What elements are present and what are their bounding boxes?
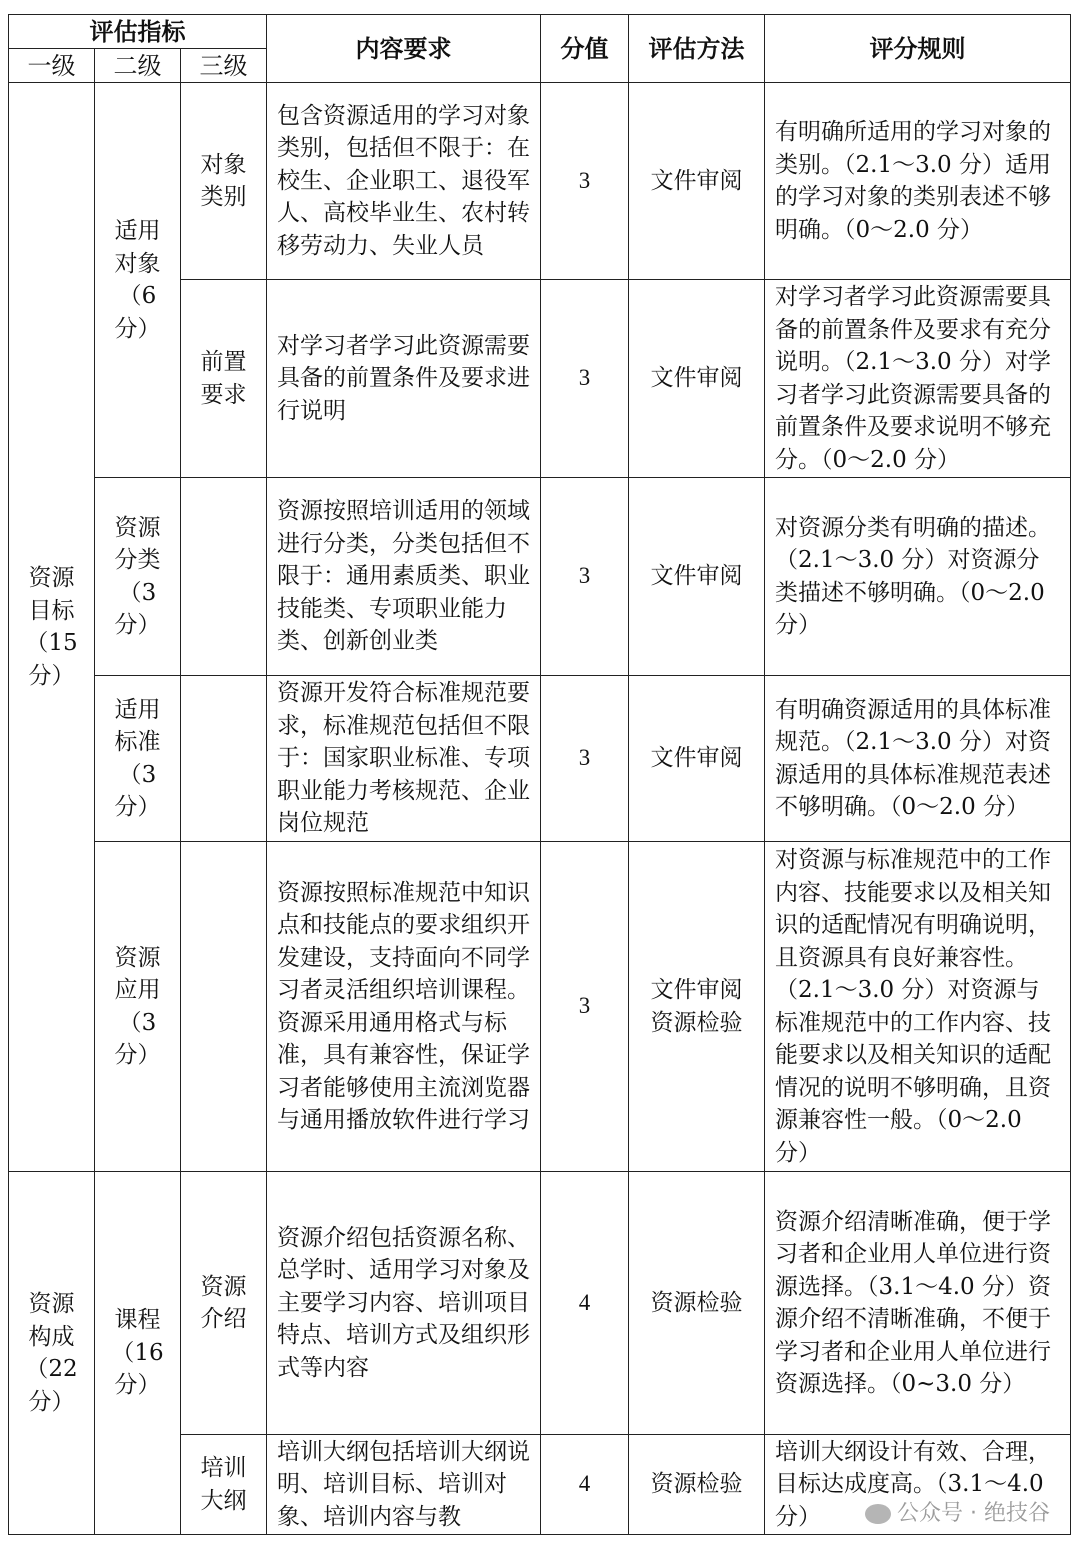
content-cell: 资源开发符合标准规范要求，标准规范包括但不限于：国家职业标准、专项职业能力考核规范、企业岗位规范 bbox=[267, 676, 541, 842]
header-score: 分值 bbox=[541, 15, 629, 83]
score-cell: 3 bbox=[541, 676, 629, 842]
header-level3: 三级 bbox=[181, 49, 267, 83]
score-cell: 3 bbox=[541, 280, 629, 478]
rule-cell: 资源介绍清晰准确，便于学习者和企业用人单位进行资源选择。（3.1～4.0 分）资源介绍不清晰准确，不便于学习者和企业用人单位进行资源选择。（0~3.0 分） bbox=[765, 1172, 1071, 1435]
method-cell: 文件审阅 bbox=[629, 676, 765, 842]
table-row bbox=[9, 478, 1071, 676]
score-cell: 4 bbox=[541, 1172, 629, 1435]
score-cell: 3 bbox=[541, 842, 629, 1172]
level1-resource-goal: 资源 目标 （15 分） bbox=[9, 83, 95, 1172]
content-cell: 资源按照标准规范中知识点和技能点的要求组织开发建设，支持面向不同学习者灵活组织培训课程。资源采用通用格式与标准，具有兼容性，保证学习者能够使用主流浏览器与通用播放软件进行学习 bbox=[267, 842, 541, 1172]
table-row bbox=[9, 1172, 1071, 1435]
rule-cell: 有明确所适用的学习对象的类别。（2.1～3.0 分）适用的学习对象的类别表述不够明确。（0～2.0 分） bbox=[765, 83, 1071, 280]
level3-empty-cell bbox=[181, 842, 267, 1172]
level3-cell: 资源 介绍 bbox=[181, 1172, 267, 1435]
rule-cell: 对资源与标准规范中的工作内容、技能要求以及相关知识的适配情况有明确说明，且资源具有良好兼容性。（2.1～3.0 分）对资源与标准规范中的工作内容、技能要求以及相关知识的适配情况的说明不够明确，且资源兼容性一般。（0～2.0 分） bbox=[765, 842, 1071, 1172]
header-level1: 一级 bbox=[9, 49, 95, 83]
rule-cell: 培训大纲设计有效、合理，目标达成度高。（3.1～4.0 分） bbox=[765, 1435, 1071, 1535]
content-cell: 资源按照培训适用的领域进行分类，分类包括但不限于：通用素质类、职业技能类、专项职业能力类、创新创业类 bbox=[267, 478, 541, 676]
content-cell: 资源介绍包括资源名称、总学时、适用学习对象及主要学习内容、培训项目特点、培训方式及组织形式等内容 bbox=[267, 1172, 541, 1435]
content-cell: 对学习者学习此资源需要具备的前置条件及要求进行说明 bbox=[267, 280, 541, 478]
header-row-1 bbox=[9, 15, 1071, 49]
table-row bbox=[9, 842, 1071, 1172]
header-method: 评估方法 bbox=[629, 15, 765, 83]
level3-cell: 培训 大纲 bbox=[181, 1435, 267, 1535]
method-cell: 文件审阅 bbox=[629, 478, 765, 676]
method-cell: 文件审阅 bbox=[629, 83, 765, 280]
method-cell: 文件审阅 bbox=[629, 280, 765, 478]
score-cell: 3 bbox=[541, 478, 629, 676]
watermark-text: 公众号 · 绝技谷 bbox=[897, 1501, 1050, 1526]
level2-application: 资源 应用 （3 分） bbox=[95, 842, 181, 1172]
level3-empty-cell bbox=[181, 478, 267, 676]
rule-cell: 对资源分类有明确的描述。（2.1～3.0 分）对资源分类描述不够明确。（0～2.0 分） bbox=[765, 478, 1071, 676]
level2-target: 适用 对象 （6 分） bbox=[95, 83, 181, 478]
method-cell: 资源检验 bbox=[629, 1435, 765, 1535]
table-row bbox=[9, 83, 1071, 280]
level3-cell: 对象 类别 bbox=[181, 83, 267, 280]
score-cell: 4 bbox=[541, 1435, 629, 1535]
content-cell: 包含资源适用的学习对象类别，包括但不限于：在校生、企业职工、退役军人、高校毕业生、农村转移劳动力、失业人员 bbox=[267, 83, 541, 280]
rule-cell: 有明确资源适用的具体标准规范。（2.1～3.0 分）对资源适用的具体标准规范表述不够明确。（0～2.0 分） bbox=[765, 676, 1071, 842]
header-content: 内容要求 bbox=[267, 15, 541, 83]
content-cell: 培训大纲包括培训大纲说明、培训目标、培训对象、培训内容与教 bbox=[267, 1435, 541, 1535]
level2-category: 资源 分类 （3 分） bbox=[95, 478, 181, 676]
header-rule: 评分规则 bbox=[765, 15, 1071, 83]
header-level2: 二级 bbox=[95, 49, 181, 83]
method-cell: 文件审阅 资源检验 bbox=[629, 842, 765, 1172]
evaluation-table bbox=[8, 14, 1071, 1535]
method-cell: 资源检验 bbox=[629, 1172, 765, 1435]
score-cell: 3 bbox=[541, 83, 629, 280]
level3-empty-cell bbox=[181, 676, 267, 842]
level2-standard: 适用 标准 （3 分） bbox=[95, 676, 181, 842]
watermark bbox=[865, 1496, 1050, 1527]
level1-resource-compose: 资源 构成 （22 分） bbox=[9, 1172, 95, 1535]
level3-cell: 前置 要求 bbox=[181, 280, 267, 478]
table-row bbox=[9, 676, 1071, 842]
wechat-icon bbox=[865, 1504, 891, 1524]
rule-cell: 对学习者学习此资源需要具备的前置条件及要求有充分说明。（2.1～3.0 分）对学习者学习此资源需要具备的前置条件及要求说明不够充分。（0～2.0 分） bbox=[765, 280, 1071, 478]
level2-course: 课程 （16 分） bbox=[95, 1172, 181, 1535]
header-eval-indicator: 评估指标 bbox=[9, 15, 267, 49]
